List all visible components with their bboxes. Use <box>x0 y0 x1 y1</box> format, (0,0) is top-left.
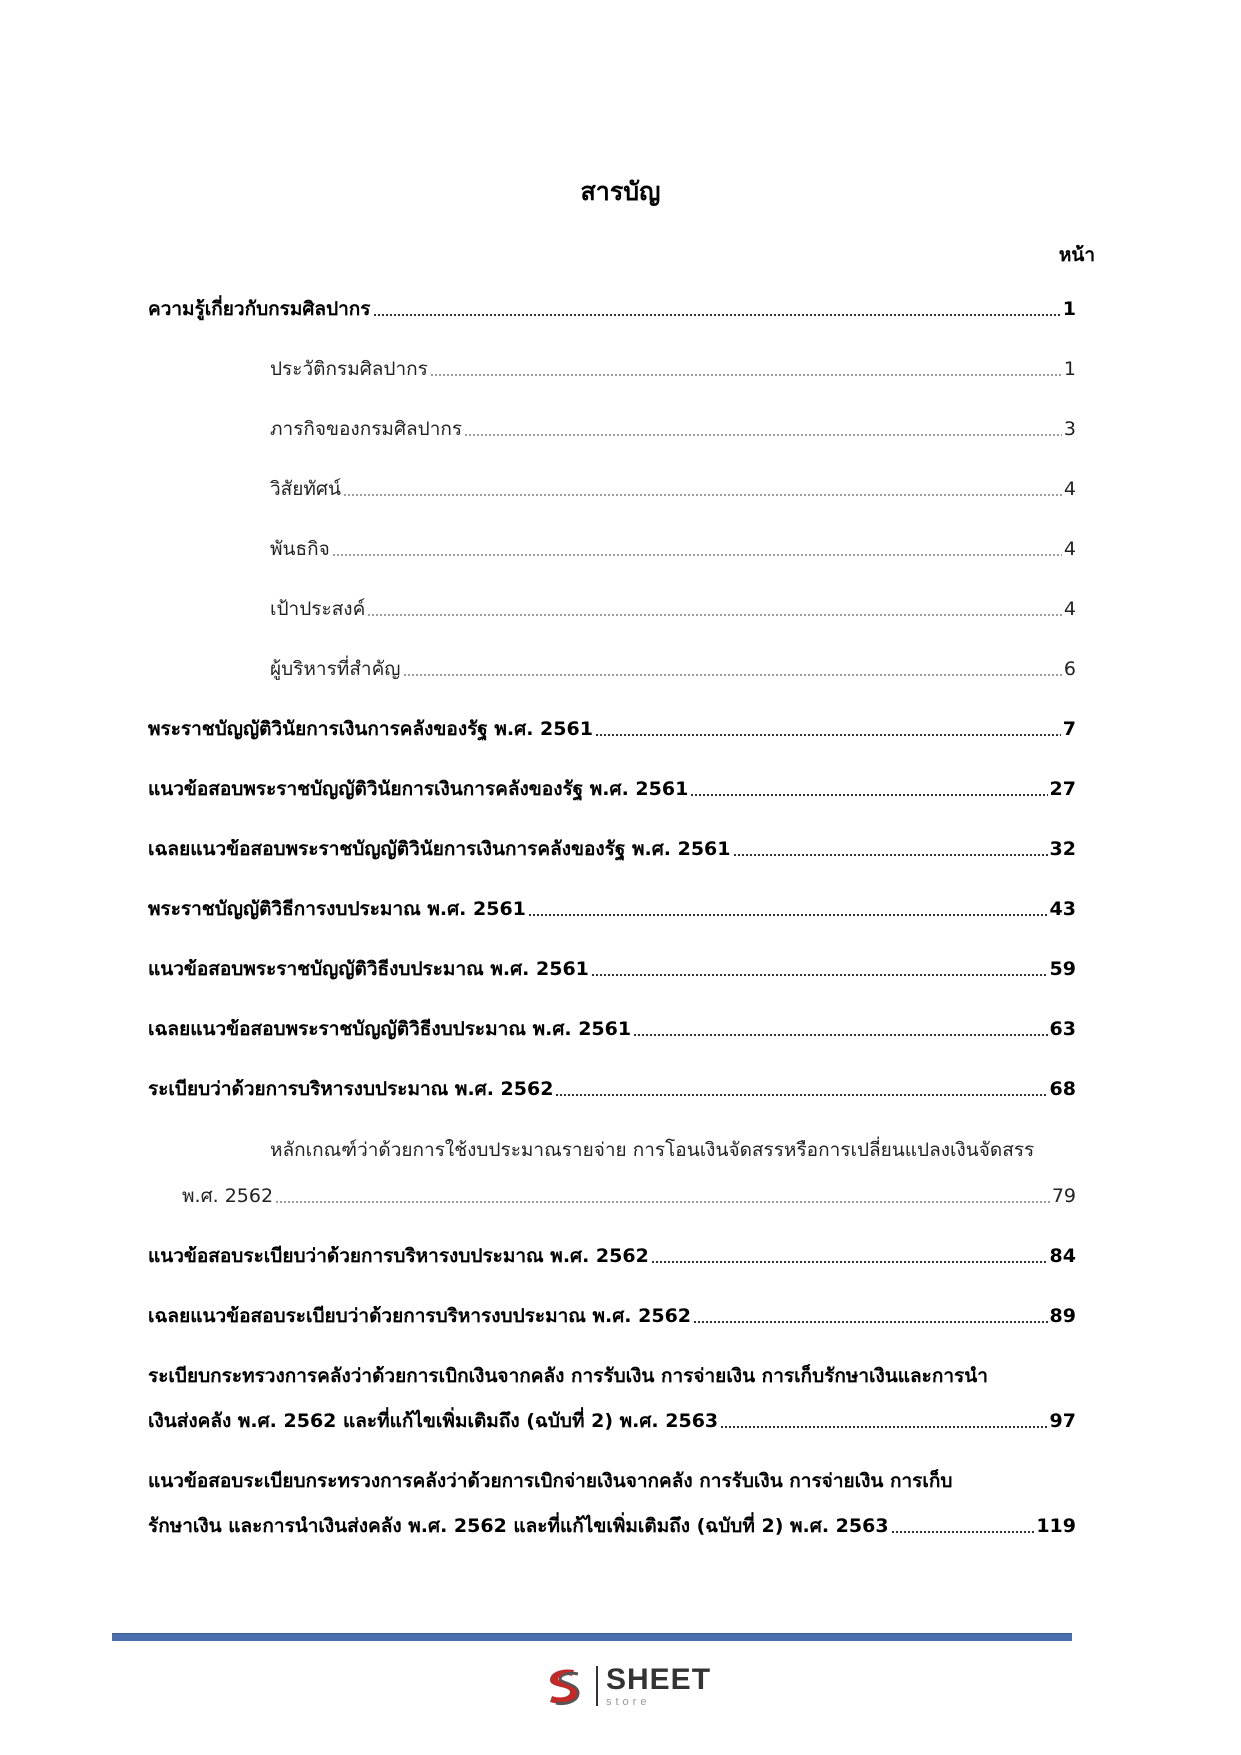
toc-entry-fiscal-discipline-act[interactable] <box>148 716 1076 742</box>
sheet-store-logo <box>540 1662 711 1710</box>
toc-entry-title: ระเบียบว่าด้วยการบริหารงบประมาณ พ.ศ. 2562 <box>148 1078 554 1100</box>
toc-entry-page: 79 <box>1051 1185 1076 1207</box>
toc-entry-page: 84 <box>1049 1245 1076 1267</box>
dot-leader <box>733 853 1048 857</box>
toc-entry-title: ประวัติกรมศิลปากร <box>270 358 428 380</box>
toc-entry-page: 4 <box>1063 478 1076 500</box>
toc-entry-page: 119 <box>1036 1515 1076 1537</box>
dot-leader <box>528 913 1048 917</box>
toc-entry-mission[interactable] <box>270 536 1076 562</box>
toc-entry-page: 27 <box>1049 778 1076 800</box>
dot-leader <box>343 493 1062 497</box>
toc-entry-page: 1 <box>1062 298 1076 320</box>
toc-entry-budget-regulation-answers[interactable] <box>148 1303 1076 1329</box>
dot-leader <box>720 1425 1047 1429</box>
toc-entry-vision[interactable] <box>270 476 1076 502</box>
toc-entry-title: ผู้บริหารที่สำคัญ <box>270 658 401 680</box>
toc-entry-title: พันธกิจ <box>270 538 330 560</box>
toc-entry-treasury-regulation[interactable] <box>148 1408 1076 1434</box>
logo-subword: store <box>606 1695 651 1708</box>
dot-leader <box>693 1320 1048 1324</box>
toc-entry-treasury-regulation-line1[interactable]: ระเบียบกระทรวงการคลังว่าด้วยการเบิกเงินจากคลัง การรับเงิน การจ่ายเงิน การเก็บรักษาเงินและการนำ <box>148 1365 988 1387</box>
toc-entry-fiscal-discipline-exam[interactable] <box>148 776 1076 802</box>
toc-entry-treasury-exam[interactable] <box>148 1513 1076 1539</box>
dot-leader <box>367 613 1062 617</box>
footer-rule <box>112 1633 1072 1641</box>
toc-entry-title: ความรู้เกี่ยวกับกรมศิลปากร <box>148 298 371 320</box>
toc-entry-budget-act-answers[interactable] <box>148 1016 1076 1042</box>
toc-entry-title: พระราชบัญญัติวินัยการเงินการคลังของรัฐ พ.ศ. 2561 <box>148 718 593 740</box>
page-title: สารบัญ <box>580 177 661 206</box>
toc-entry-title: เงินส่งคลัง พ.ศ. 2562 และที่แก้ไขเพิ่มเติมถึง (ฉบับที่ 2) พ.ศ. 2563 <box>148 1410 719 1432</box>
toc-entry-title: เฉลยแนวข้อสอบพระราชบัญญัติวินัยการเงินการคลังของรัฐ พ.ศ. 2561 <box>148 838 731 860</box>
toc-entry-goals[interactable] <box>270 596 1076 622</box>
sheet-store-s-icon <box>540 1662 588 1710</box>
toc-entry-budget-regulation[interactable] <box>148 1076 1076 1102</box>
dot-leader <box>373 313 1061 317</box>
toc-entry-page: 97 <box>1049 1410 1076 1432</box>
toc-entry-page: 68 <box>1049 1078 1076 1100</box>
dot-leader <box>595 733 1061 737</box>
toc-entry-page: 59 <box>1049 958 1076 980</box>
toc-entry-title: พ.ศ. 2562 <box>182 1185 274 1207</box>
toc-entry-dept-knowledge[interactable] <box>148 296 1076 322</box>
toc-entry-page: 4 <box>1063 598 1076 620</box>
dot-leader <box>690 793 1047 797</box>
toc-entry-page: 32 <box>1049 838 1076 860</box>
toc-entry-fiscal-discipline-answers[interactable] <box>148 836 1076 862</box>
toc-entry-page: 63 <box>1049 1018 1076 1040</box>
toc-entry-page: 3 <box>1063 418 1076 440</box>
dot-leader <box>651 1260 1048 1264</box>
toc-entry-budget-act[interactable] <box>148 896 1076 922</box>
toc-entry-title: เฉลยแนวข้อสอบพระราชบัญญัติวิธีงบประมาณ พ.ศ. 2561 <box>148 1018 632 1040</box>
toc-entry-page: 4 <box>1063 538 1076 560</box>
toc-entry-page: 1 <box>1063 358 1076 380</box>
dot-leader <box>275 1200 1050 1204</box>
toc-entry-history[interactable] <box>270 356 1076 382</box>
toc-entry-title: พระราชบัญญัติวิธีการงบประมาณ พ.ศ. 2561 <box>148 898 526 920</box>
logo-separator <box>596 1666 598 1706</box>
dot-leader <box>403 673 1062 677</box>
dot-leader <box>332 553 1062 557</box>
dot-leader <box>891 1530 1035 1534</box>
toc-entry-budget-regulation-exam[interactable] <box>148 1243 1076 1269</box>
toc-entry-title: รักษาเงิน และการนำเงินส่งคลัง พ.ศ. 2562 และที่แก้ไขเพิ่มเติมถึง (ฉบับที่ 2) พ.ศ. 2563 <box>148 1515 889 1537</box>
toc-entry-treasury-exam-line1[interactable]: แนวข้อสอบระเบียบกระทรวงการคลังว่าด้วยการเบิกจ่ายเงินจากคลัง การรับเงิน การจ่ายเงิน การเก็บ <box>148 1470 953 1492</box>
page-column-label: หน้า <box>1058 244 1095 266</box>
dot-leader <box>464 433 1062 437</box>
toc-entry-page: 6 <box>1063 658 1076 680</box>
toc-entry-missions[interactable] <box>270 416 1076 442</box>
toc-entry-executives[interactable] <box>270 656 1076 682</box>
toc-entry-title: แนวข้อสอบพระราชบัญญัติวินัยการเงินการคลังของรัฐ พ.ศ. 2561 <box>148 778 689 800</box>
toc-entry-title: เฉลยแนวข้อสอบระเบียบว่าด้วยการบริหารงบประมาณ พ.ศ. 2562 <box>148 1305 692 1327</box>
dot-leader <box>555 1093 1047 1097</box>
toc-entry-page: 89 <box>1049 1305 1076 1327</box>
toc-entry-page: 7 <box>1062 718 1076 740</box>
toc-entry-title: เป้าประสงค์ <box>270 598 366 620</box>
toc-entry-title: วิสัยทัศน์ <box>270 478 341 500</box>
toc-entry-budget-criteria-line1[interactable]: หลักเกณฑ์ว่าด้วยการใช้งบประมาณรายจ่าย การโอนเงินจัดสรรหรือการเปลี่ยนแปลงเงินจัดสรร <box>270 1139 1035 1161</box>
toc-entry-title: แนวข้อสอบพระราชบัญญัติวิธีงบประมาณ พ.ศ. 2561 <box>148 958 589 980</box>
dot-leader <box>591 973 1048 977</box>
toc-entry-page: 43 <box>1049 898 1076 920</box>
toc-entry-title: ภารกิจของกรมศิลปากร <box>270 418 463 440</box>
toc-entry-title: แนวข้อสอบระเบียบว่าด้วยการบริหารงบประมาณ พ.ศ. 2562 <box>148 1245 649 1267</box>
logo-word: SHEET <box>606 1662 712 1696</box>
toc-entry-budget-act-exam[interactable] <box>148 956 1076 982</box>
dot-leader <box>430 373 1062 377</box>
dot-leader <box>633 1033 1047 1037</box>
toc-entry-budget-criteria[interactable] <box>182 1183 1076 1209</box>
